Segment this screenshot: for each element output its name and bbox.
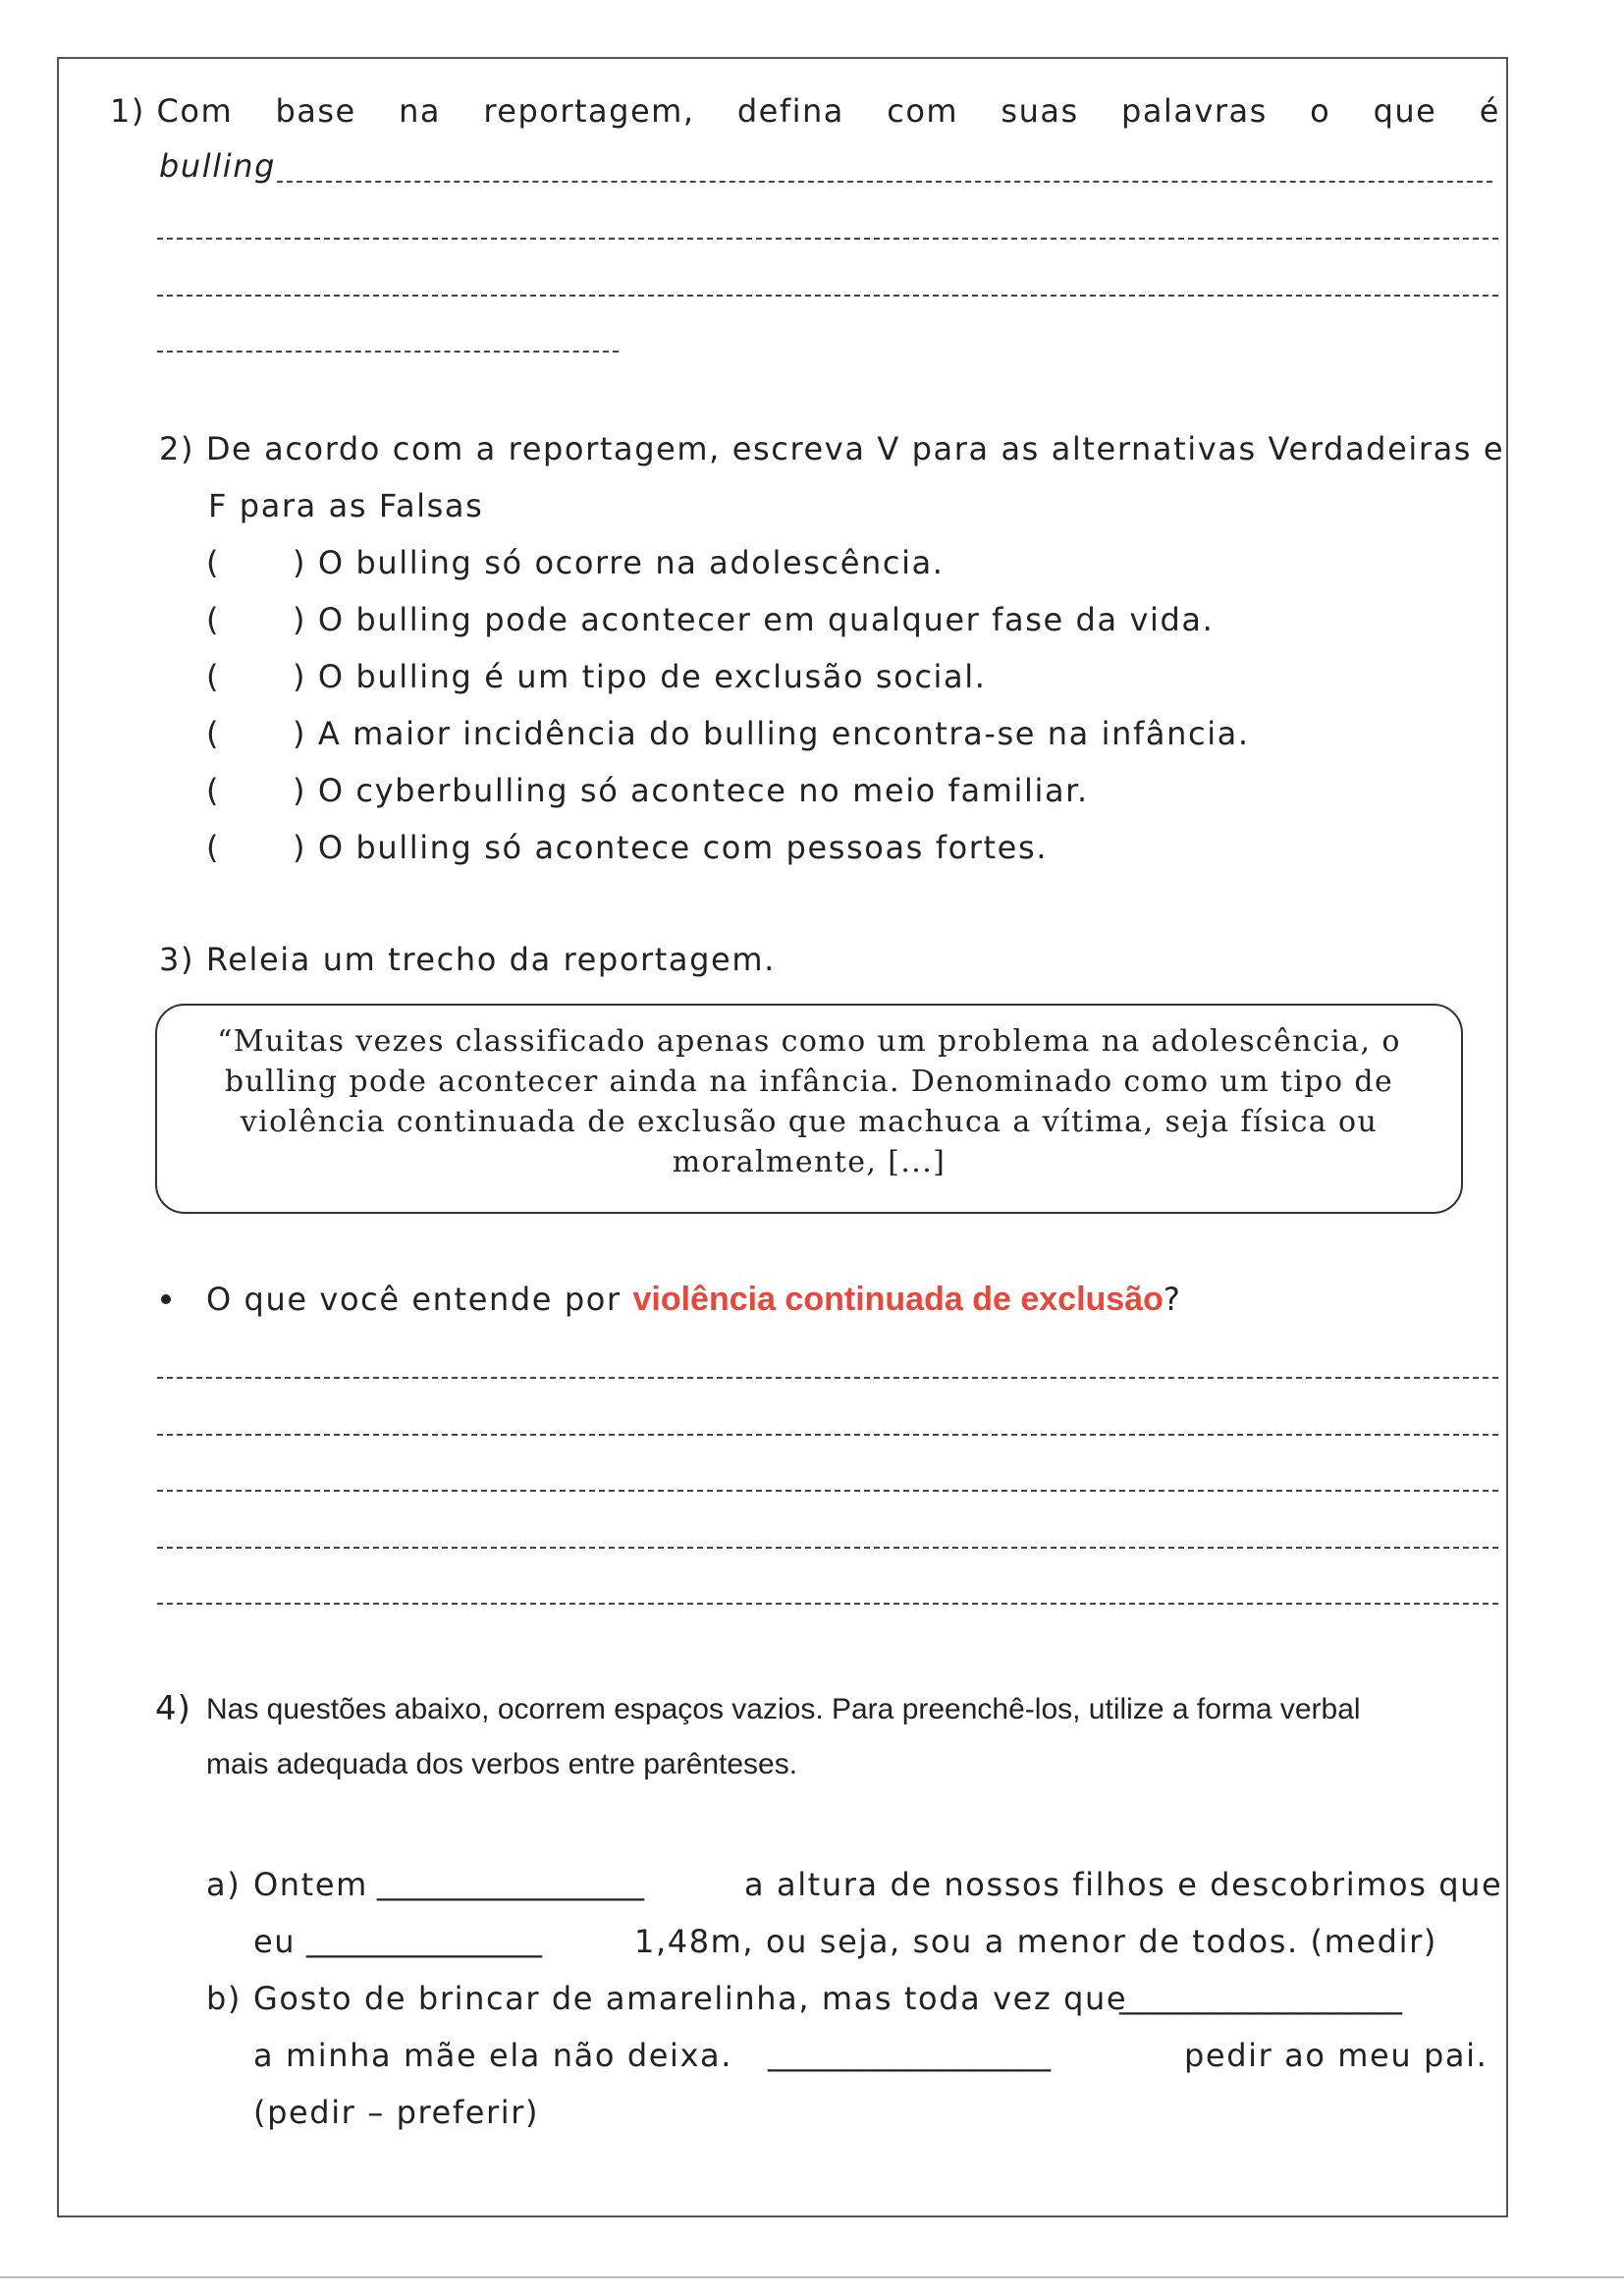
quote-line: “Muitas vezes classificado apenas como um problema na adolescência, o (217, 1024, 1401, 1059)
answer-line[interactable] (157, 351, 619, 353)
quote-line: bulling pode acontecer ainda na infância. Denominado como um tipo de (224, 1065, 1394, 1099)
q2-option-paren[interactable]: ( (206, 715, 221, 752)
q3-bullet-suffix: ? (1163, 1281, 1182, 1318)
q2-option-text: ) O bulling só acontece com pessoas fortes. (293, 829, 1048, 866)
q4b-line2-start: a minha mãe ela não deixa. (253, 2037, 733, 2074)
q2-prompt-line2: F para as Falsas (208, 487, 484, 524)
q3-prompt: 3) Releia um trecho da reportagem. (159, 941, 776, 978)
q4b-line2-end: pedir ao meu pai. (1184, 2037, 1489, 2074)
q4-prompt-line1: Nas questões abaixo, ocorrem espaços vazios. Para preenchê-los, utilize a forma verbal (206, 1693, 1361, 1725)
q4b-blank[interactable]: __________________ (768, 2035, 1051, 2072)
q2-prompt-line1: 2) De acordo com a reportagem, escreva V para as alternativas Verdadeiras e (159, 430, 1505, 467)
answer-line[interactable] (157, 1547, 1498, 1549)
q2-option-paren[interactable]: ( (206, 772, 221, 809)
q1-word: suas (1001, 92, 1079, 130)
q2-option-text: ) A maior incidência do bulling encontra-se na infância. (293, 715, 1250, 752)
q2-option-text: ) O cyberbulling só acontece no meio familiar. (293, 772, 1089, 809)
q2-option-paren[interactable]: ( (206, 829, 221, 866)
q4a-blank[interactable]: _________________ (377, 1864, 644, 1901)
q4b-verbs: (pedir – preferir) (253, 2094, 540, 2131)
q4-number: 4) (155, 1689, 191, 1728)
answer-line[interactable] (157, 1434, 1498, 1436)
answer-line[interactable] (157, 238, 1498, 240)
q1-bulling-term: bulling (159, 147, 277, 185)
answer-line[interactable] (157, 1490, 1498, 1492)
q1-word: na (399, 92, 441, 130)
page-bottom-rule (0, 2276, 1624, 2278)
q1-word: é (1479, 92, 1500, 130)
q1-word: o (1310, 92, 1331, 130)
q2-option-text: ) O bulling só ocorre na adolescência. (293, 544, 945, 581)
q2-option-text: ) O bulling é um tipo de exclusão social. (293, 658, 987, 695)
q4-item-a-label: a) (206, 1866, 242, 1903)
q2-option-paren[interactable]: ( (206, 601, 221, 638)
q1-word: base (275, 92, 356, 130)
q2-option-text: ) O bulling pode acontecer em qualquer fase da vida. (293, 601, 1215, 638)
q2-option-paren[interactable]: ( (206, 658, 221, 695)
q3-bullet-prefix: O que você entende por (206, 1281, 633, 1318)
answer-line[interactable] (157, 1377, 1498, 1379)
answer-line[interactable] (157, 1603, 1498, 1605)
answer-line[interactable] (157, 295, 1498, 297)
q1-word: palavras (1121, 92, 1268, 130)
q4b-blank[interactable]: __________________ (1119, 1978, 1402, 2015)
q4a-line2-end: 1,48m, ou seja, sou a menor de todos. (medir) (634, 1923, 1437, 1960)
q1-word: defina (736, 92, 844, 130)
q1-word: reportagem, (483, 92, 695, 130)
q1-prompt (110, 92, 1500, 130)
q4-prompt-line2: mais adequada dos verbos entre parênteses. (206, 1748, 798, 1780)
q1-word: 1) Com (110, 92, 234, 130)
q3-bullet-question (206, 1281, 1181, 1319)
q4a-text-start: Ontem (253, 1866, 368, 1903)
quote-box (155, 1004, 1463, 1214)
q1-word: com (887, 92, 959, 130)
q4-item-b-label: b) (206, 1980, 242, 2017)
q4a-text-end: a altura de nossos filhos e descobrimos que (744, 1866, 1503, 1903)
q4a-line2-start: eu (253, 1923, 297, 1960)
q4b-text: Gosto de brincar de amarelinha, mas toda vez que (253, 1980, 1128, 2017)
q1-word: que (1373, 92, 1437, 130)
answer-line[interactable] (277, 181, 1492, 183)
bullet-icon (161, 1294, 171, 1304)
quote-line: moralmente, [...] (672, 1145, 947, 1179)
quote-line: violência continuada de exclusão que machuca a vítima, seja física ou (240, 1105, 1379, 1139)
q3-highlight-term: violência continuada de exclusão (632, 1281, 1164, 1318)
q4a-blank[interactable]: _______________ (306, 1921, 542, 1958)
q2-option-paren[interactable]: ( (206, 544, 221, 581)
